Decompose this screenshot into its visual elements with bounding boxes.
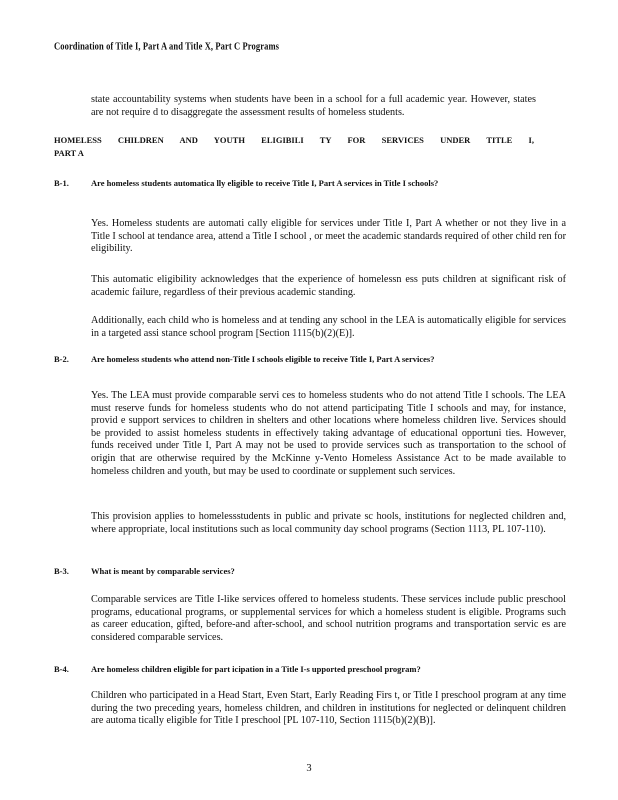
answer-paragraph: Additionally, each child who is homeless and at tending any school in the LEA is automatically eligible for services in a targeted assi stance school program [Section 1115(b)(2)(E)]. [91, 315, 566, 339]
page-number: 3 [306, 763, 312, 774]
section-heading-line1: HOMELESS CHILDREN AND YOUTH ELIGIBILI TY FOR SERVICES UNDER TITLE I, [54, 135, 534, 145]
question-text: Are homeless students automatica lly eligible to receive Title I, Part A services in Title I schools? [91, 178, 439, 188]
answer-paragraph: Children who participated in a Head Start, Even Start, Early Reading Firs t, or Title I preschool program at any time during the two preceding years, homeless children, and children in institutions for neglected or delinquent children are automa tically eligible for Title I preschool [PL 107-110, Section 1115(b)(2)(B)]. [91, 690, 566, 727]
answer-paragraph: This automatic eligibility acknowledges that the experience of homelessn ess puts children at significant risk of academic failure, regardless of their previous academic standing. [91, 274, 566, 298]
question-label: B-2. [54, 354, 69, 364]
section-heading [54, 134, 534, 160]
running-header: Coordination of Title I, Part A and Title X, Part C Programs [54, 40, 280, 52]
question-label: B-3. [54, 566, 69, 576]
question-text: What is meant by comparable services? [91, 566, 235, 576]
question-label: B-1. [54, 178, 69, 188]
section-heading-line2: PART A [54, 148, 84, 158]
question-text: Are homeless students who attend non-Title I schools eligible to receive Title I, Part A services? [91, 354, 435, 364]
answer-paragraph: Comparable services are Title I-like services offered to homeless students. These services include public preschool programs, educational programs, or supplemental services for which a homeless student is eligible. Programs such as career education, gifted, before-and after-school, and school nutrition programs and transportation servic es are considered comparable services. [91, 594, 566, 643]
intro-paragraph: state accountability systems when students have been in a school for a full academic year. However, states are not require d to disaggregate the assessment results of homeless students. [91, 94, 536, 118]
answer-paragraph: This provision applies to homelessstudents in public and private sc hools, institutions for neglected children and, where appropriate, local institutions such as local community day school programs (Section 1113, PL 107-110). [91, 511, 566, 535]
question-text: Are homeless children eligible for part icipation in a Title I-s upported preschool program? [91, 664, 421, 674]
answer-paragraph: Yes. Homeless students are automati cally eligible for services under Title I, Part A whether or not they live in a Title I school at tendance area, attend a Title I school , or meet the academic standards required of other child ren for eligibility. [91, 218, 566, 255]
answer-paragraph: Yes. The LEA must provide comparable servi ces to homeless students who do not attend Title I schools. The LEA must reserve funds for homeless students who do not attend participating Title I schools and may, for instance, provid e support services to children in shelters and other locations where homeless children live. Services should be provided to assist homeless students in effectively taking advantage of educational opportuni ties. However, funds received under Title I, Part A may not be used to provide services such as transportation to the school of origin that are otherwise required by the McKinne y-Vento Homeless Assistance Act to be made available to homeless children and youth, but may be used to coordinate or supplement such services. [91, 390, 566, 477]
question-label: B-4. [54, 664, 69, 674]
